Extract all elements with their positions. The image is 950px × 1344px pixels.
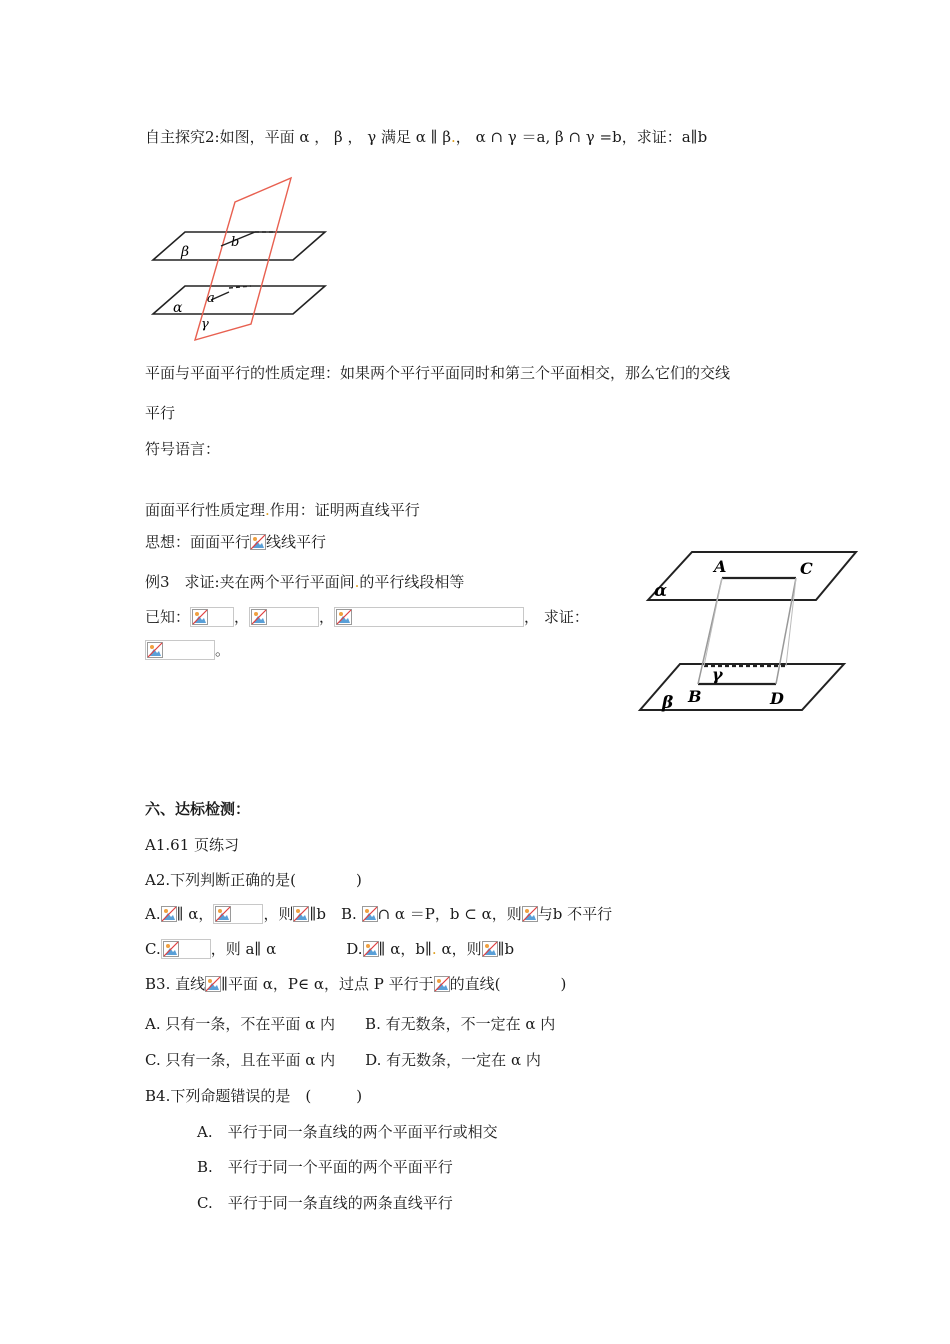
b3-text-3: 的直线( ) bbox=[449, 975, 567, 993]
figure-parallel-segments bbox=[636, 548, 860, 720]
theorem-line2: 平行 bbox=[145, 404, 176, 422]
a2-optD-label: D. bbox=[346, 940, 363, 958]
fig1-a-label: a bbox=[207, 291, 215, 306]
broken-image-icon bbox=[163, 941, 179, 957]
fig2-beta-label: β bbox=[662, 693, 674, 713]
broken-image-icon bbox=[522, 906, 538, 922]
broken-image-icon bbox=[363, 941, 379, 957]
broken-image-icon bbox=[482, 941, 498, 957]
intro-tail: ， α ∩ γ ＝a, β ∩ γ =b，求证：a∥b bbox=[455, 128, 708, 146]
b3-text-1: B3. 直线 bbox=[145, 975, 206, 993]
example3-prove bbox=[145, 640, 230, 660]
broken-image-icon bbox=[205, 976, 221, 992]
a2-optC-label: C. bbox=[145, 940, 161, 958]
a2-optD-dot: . bbox=[431, 940, 437, 958]
example3-dot: . bbox=[354, 573, 360, 591]
fig1-beta-label: β bbox=[181, 244, 190, 260]
usage-text-b: 作用：证明两直线平行 bbox=[269, 501, 420, 519]
broken-image-icon bbox=[434, 976, 450, 992]
sep3: ， bbox=[524, 608, 540, 626]
b3-optC: C. 只有一条，且在平面 α 内 bbox=[145, 1051, 336, 1069]
broken-image-icon bbox=[192, 609, 208, 625]
formula-image-a2 bbox=[213, 904, 263, 924]
b3-optB: B. 有无数条，不一定在 α 内 bbox=[365, 1015, 556, 1033]
a2-optD-tail: ∥b bbox=[497, 940, 515, 958]
b3-options-cd bbox=[145, 1050, 541, 1070]
b3-text-2: ∥平面 α，P∈ α，过点 P 平行于 bbox=[221, 975, 434, 993]
a2-optD-then: α，则 bbox=[436, 940, 482, 958]
question-a2: A2.下列判断正确的是( ) bbox=[145, 871, 362, 889]
broken-image-icon bbox=[362, 906, 378, 922]
example3-title-text: 例3 求证:夹在两个平行平面间 bbox=[145, 573, 355, 591]
example3-known bbox=[145, 607, 589, 627]
fig1-b-label: b bbox=[231, 235, 240, 250]
broken-image-icon bbox=[250, 534, 266, 550]
b3-options-ab bbox=[145, 1014, 555, 1034]
fig2-B-label: B bbox=[688, 687, 702, 706]
a2-optD-text: ∥ α，b∥ bbox=[378, 940, 432, 958]
intro-dot: . bbox=[451, 128, 456, 146]
a2-options-ab bbox=[145, 904, 612, 924]
a2-optA-label: A. bbox=[145, 905, 161, 923]
a2-optA-tail: ∥b B. bbox=[309, 905, 357, 923]
fig1-alpha-label: α bbox=[173, 300, 183, 316]
question-b4: B4.下列命题错误的是 ( ) bbox=[145, 1087, 363, 1105]
known-label: 已知： bbox=[145, 608, 191, 626]
intro-text: 自主探究2:如图，平面 α ， β ， γ 满足 α ∥ β bbox=[145, 128, 452, 146]
formula-image-2 bbox=[249, 607, 319, 627]
formula-image-1 bbox=[190, 607, 234, 627]
example3-title bbox=[145, 572, 464, 592]
a2-options-cd bbox=[145, 939, 514, 959]
example3-title-tail: 的平行线段相等 bbox=[359, 573, 465, 591]
fig2-gamma-label: γ bbox=[712, 665, 723, 684]
figure-three-planes bbox=[145, 172, 335, 347]
theorem-idea bbox=[145, 532, 326, 552]
formula-image-3 bbox=[334, 607, 524, 627]
a2-optC-text: ，则 a∥ α bbox=[210, 940, 277, 958]
idea-text-b: 线线平行 bbox=[266, 533, 327, 551]
question-b3 bbox=[145, 974, 566, 994]
broken-image-icon bbox=[251, 609, 267, 625]
usage-text-a: 面面平行性质定理 bbox=[145, 501, 266, 519]
prove-label: 求证： bbox=[543, 608, 589, 626]
idea-text-a: 思想：面面平行 bbox=[145, 533, 251, 551]
question-a1: A1.61 页练习 bbox=[145, 836, 239, 854]
intro-line bbox=[145, 127, 707, 147]
a2-optA-text: ∥ α， bbox=[176, 905, 214, 923]
formula-image-c bbox=[161, 939, 211, 959]
section6-heading: 六、达标检测： bbox=[145, 800, 251, 818]
fig2-alpha-label: α bbox=[654, 581, 668, 601]
b4-optA: A. 平行于同一条直线的两个平面平行或相交 bbox=[197, 1123, 498, 1141]
sep2: ， bbox=[319, 608, 335, 626]
b3-optA: A. 只有一条，不在平面 α 内 bbox=[145, 1015, 336, 1033]
broken-image-icon bbox=[147, 642, 163, 658]
fig2-A-label: A bbox=[714, 557, 727, 576]
theorem-usage bbox=[145, 500, 420, 520]
a2-optB-tail: 与b 不平行 bbox=[537, 905, 613, 923]
end-mark: 。 bbox=[215, 641, 231, 659]
usage-dot: . bbox=[265, 501, 270, 519]
theorem-line1: 平面与平面平行的性质定理：如果两个平行平面同时和第三个平面相交，那么它们的交线 bbox=[145, 364, 731, 382]
formula-image-4 bbox=[145, 640, 215, 660]
a2-optB-text: ∩ α ＝P，b ⊂ α，则 bbox=[377, 905, 522, 923]
broken-image-icon bbox=[161, 906, 177, 922]
b4-optB: B. 平行于同一个平面的两个平面平行 bbox=[197, 1158, 453, 1176]
sep1: ， bbox=[234, 608, 250, 626]
symbol-language: 符号语言： bbox=[145, 440, 221, 458]
a2-optA-then: ，则 bbox=[263, 905, 294, 923]
fig2-D-label: D bbox=[770, 689, 784, 708]
b4-optC: C. 平行于同一条直线的两条直线平行 bbox=[197, 1194, 453, 1212]
broken-image-icon bbox=[336, 609, 352, 625]
b3-optD: D. 有无数条，一定在 α 内 bbox=[365, 1051, 541, 1069]
broken-image-icon bbox=[215, 906, 231, 922]
broken-image-icon bbox=[293, 906, 309, 922]
fig1-gamma-label: γ bbox=[201, 317, 209, 332]
fig2-C-label: C bbox=[800, 559, 813, 578]
